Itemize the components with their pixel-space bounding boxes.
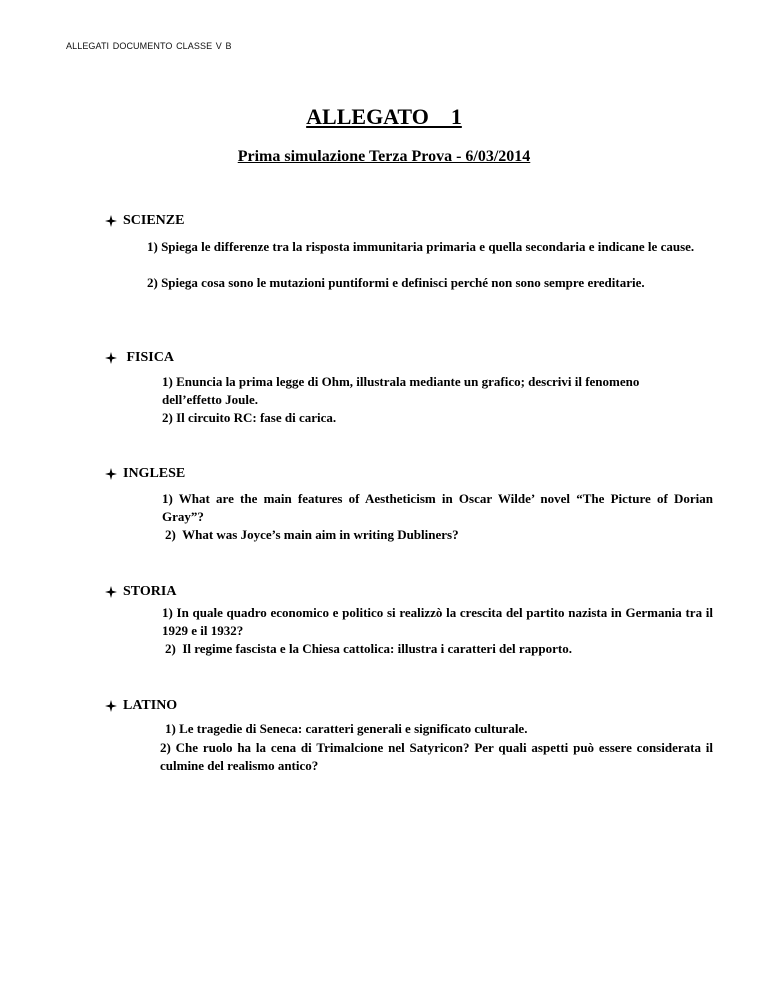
section-title: SCIENZE	[123, 213, 185, 228]
section-fisica	[105, 349, 174, 367]
question: 2) Il regime fascista e la Chiesa cattolica: illustra i caratteri del rapporto.	[165, 641, 572, 656]
section-title: LATINO	[123, 698, 178, 713]
question: 2) Spiega cosa sono le mutazioni puntiformi e definisci perché non sono sempre ereditarie.	[147, 275, 645, 290]
question: 2) Il circuito RC: fase di carica.	[162, 410, 337, 425]
diamond-bullet-icon	[105, 468, 117, 480]
diamond-bullet-icon	[105, 352, 117, 364]
page-subtitle: Prima simulazione Terza Prova - 6/03/2014	[237, 148, 531, 165]
question: 1) Enuncia la prima legge di Ohm, illustrala mediante un grafico; descrivi il fenomeno dell’effetto Joule.	[162, 374, 640, 407]
section-title: FISICA	[123, 350, 174, 365]
diamond-bullet-icon	[105, 586, 117, 598]
section-latino	[105, 697, 177, 715]
section-scienze	[105, 212, 184, 230]
section-title: INGLESE	[123, 466, 186, 481]
question: 1) Spiega le differenze tra la risposta immunitaria primaria e quella secondaria e indicane le cause.	[147, 239, 695, 254]
page-header: ALLEGATI DOCUMENTO CLASSE V B	[66, 41, 232, 51]
section-title: STORIA	[123, 584, 177, 599]
question: 2) What was Joyce’s main aim in writing Dubliners?	[165, 527, 459, 542]
section-inglese	[105, 465, 185, 483]
section-storia	[105, 583, 176, 601]
diamond-bullet-icon	[105, 700, 117, 712]
diamond-bullet-icon	[105, 215, 117, 227]
question: 1) What are the main features of Aestheticism in Oscar Wilde’ novel “The Picture of Dorian Gray”?	[162, 491, 713, 524]
question: 1) In quale quadro economico e politico si realizzò la crescita del partito nazista in Germania tra il 1929 e il 1932?	[162, 605, 713, 638]
page-title: ALLEGATO 1	[306, 104, 462, 129]
question: 2) Che ruolo ha la cena di Trimalcione nel Satyricon? Per quali aspetti può essere considerata il culmine del realismo antico?	[160, 740, 713, 773]
question: 1) Le tragedie di Seneca: caratteri generali e significato culturale.	[165, 721, 528, 736]
